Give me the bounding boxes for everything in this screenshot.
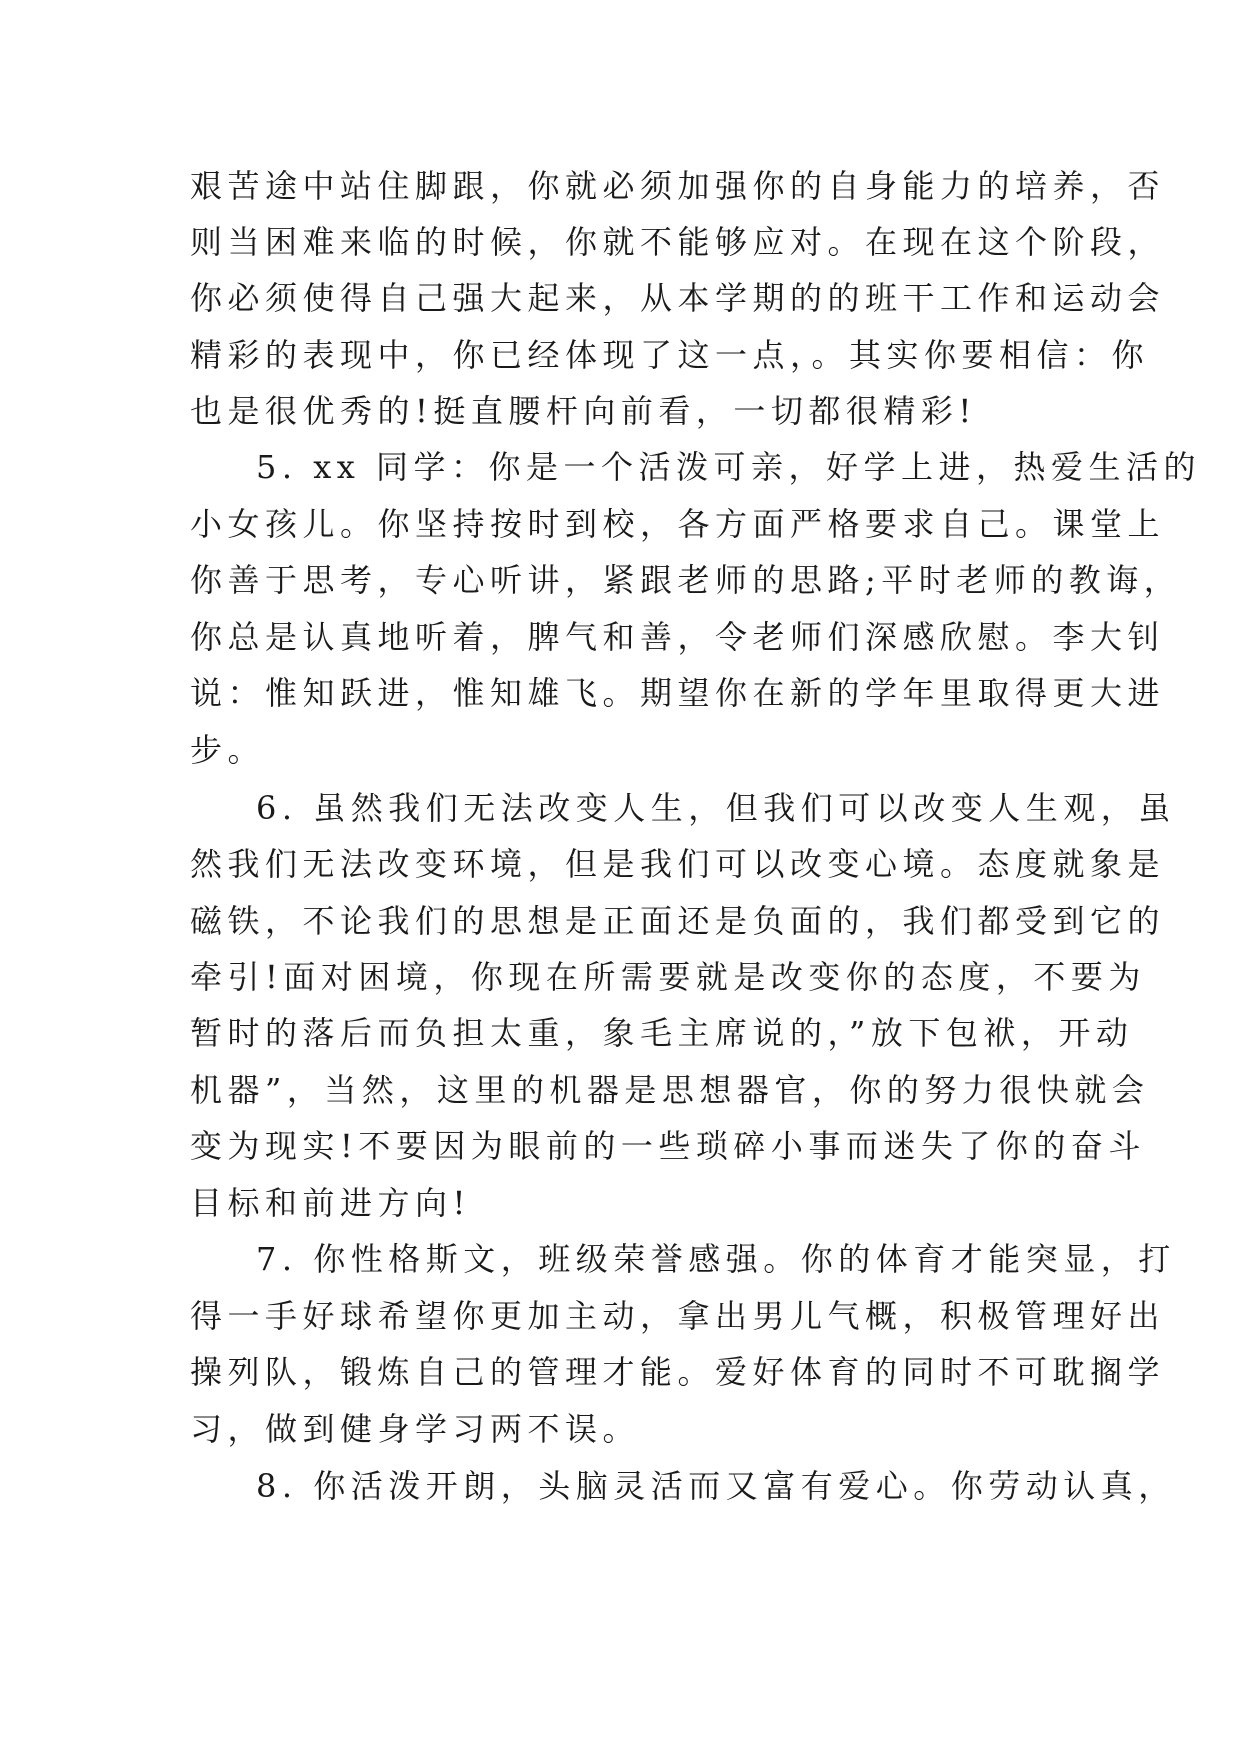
text-line: 习，做到健身学习两不误。 (190, 1410, 641, 1448)
text-line: 你善于思考，专心听讲，紧跟老师的思路;平时老师的教诲， (190, 561, 1182, 599)
text-line: 然我们无法改变环境，但是我们可以改变心境。态度就象是 (190, 845, 1166, 883)
text-line: 目标和前进方向! (190, 1184, 471, 1222)
text-line: 得一手好球希望你更加主动，拿出男儿气概，积极管理好出 (190, 1297, 1166, 1335)
text-line: 精彩的表现中，你已经体现了这一点，。其实你要相信：你 (190, 336, 1150, 374)
text-line: 磁铁，不论我们的思想是正面还是负面的，我们都受到它的 (190, 902, 1166, 940)
text-line: 也是很优秀的!挺直腰杆向前看，一切都很精彩! (190, 392, 977, 430)
text-line: 艰苦途中站住脚跟，你就必须加强你的自身能力的培养，否 (190, 167, 1166, 205)
text-line: 说：惟知跃进，惟知雄飞。期望你在新的学年里取得更大进 (190, 674, 1166, 712)
text-line: 步。 (190, 731, 266, 769)
text-line: 变为现实!不要因为眼前的一些琐碎小事而迷失了你的奋斗 (190, 1127, 1146, 1165)
paragraph-7-first-line: 7. 你性格斯文，班级荣誉感强。你的体育才能突显，打 (256, 1240, 1176, 1278)
text-line: 你总是认真地听着，脾气和善，令老师们深感欣慰。李大钊 (190, 618, 1166, 656)
text-line: 暂时的落后而负担太重，象毛主席说的，”放下包袱，开动 (190, 1014, 1134, 1052)
paragraph-5-first-line: 5. xx 同学：你是一个活泼可亲，好学上进，热爱生活的 (256, 448, 1201, 486)
text-line: 你必须使得自己强大起来，从本学期的的班干工作和运动会 (190, 279, 1166, 317)
paragraph-6-first-line: 6. 虽然我们无法改变人生，但我们可以改变人生观，虽 (256, 789, 1176, 827)
text-line: 则当困难来临的时候，你就不能够应对。在现在这个阶段， (190, 223, 1166, 261)
text-line: 机器”，当然，这里的机器是思想器官，你的努力很快就会 (190, 1071, 1150, 1109)
text-line: 牵引!面对困境，你现在所需要就是改变你的态度，不要为 (190, 958, 1146, 996)
text-line: 小女孩儿。你坚持按时到校，各方面严格要求自己。课堂上 (190, 505, 1166, 543)
text-line: 操列队，锻炼自己的管理才能。爱好体育的同时不可耽搁学 (190, 1353, 1166, 1391)
paragraph-8-first-line: 8. 你活泼开朗，头脑灵活而又富有爱心。你劳动认真， (256, 1467, 1176, 1505)
